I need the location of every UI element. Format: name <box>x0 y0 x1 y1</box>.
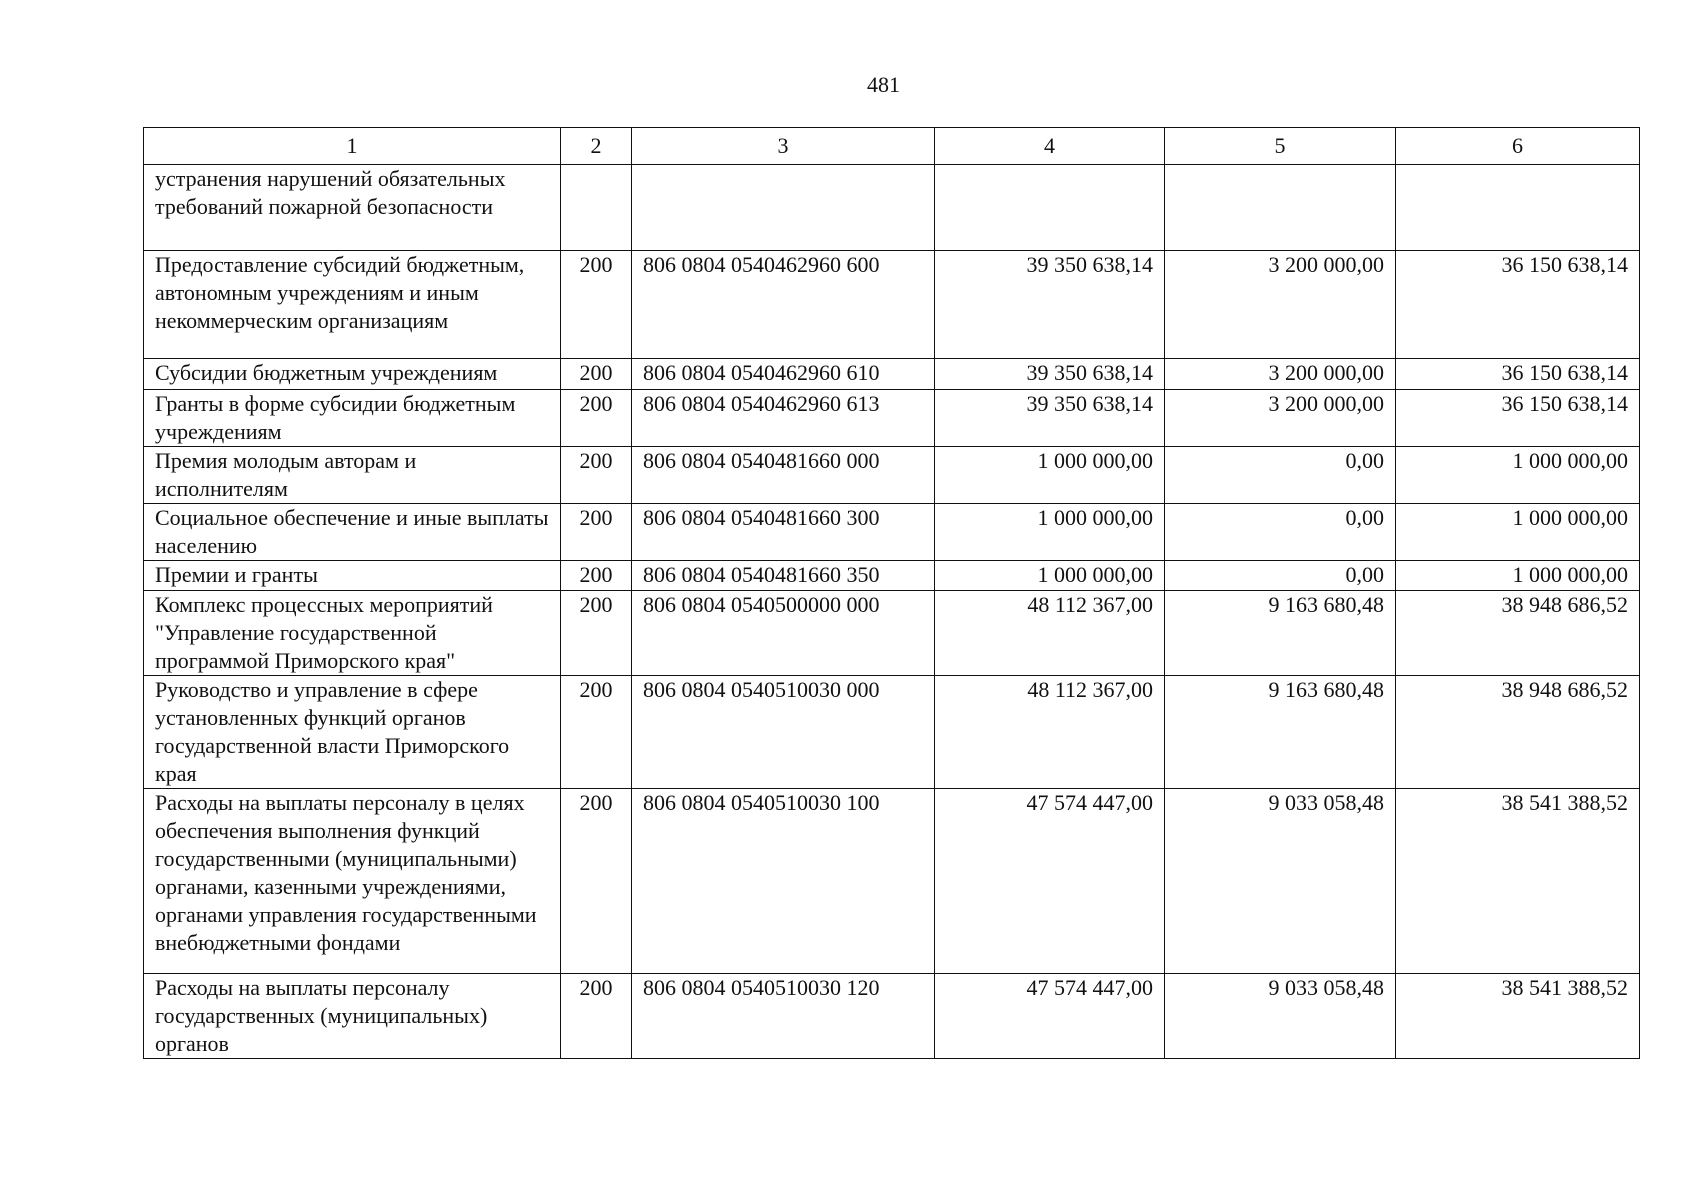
row-value-col6: 1 000 000,00 <box>1396 447 1640 504</box>
table-body <box>144 165 1640 1059</box>
row-name-cell: Комплекс процессных мероприятий "Управление государственной программой Приморского края" <box>144 591 561 676</box>
row-code-cell: 806 0804 0540510030 120 <box>632 974 935 1059</box>
row-col2-cell: 200 <box>561 251 632 359</box>
row-code-cell: 806 0804 0540481660 000 <box>632 447 935 504</box>
row-value-col4: 48 112 367,00 <box>935 591 1165 676</box>
row-value-col5: 0,00 <box>1165 561 1396 591</box>
row-value-col5: 3 200 000,00 <box>1165 359 1396 390</box>
row-value-col6 <box>1396 165 1640 251</box>
row-value-col5: 3 200 000,00 <box>1165 251 1396 359</box>
row-name-cell: Предоставление субсидий бюджетным, автономным учреждениям и иным некоммерческим организациям <box>144 251 561 359</box>
row-code-cell: 806 0804 0540500000 000 <box>632 591 935 676</box>
row-col2-cell: 200 <box>561 504 632 561</box>
row-value-col6: 1 000 000,00 <box>1396 504 1640 561</box>
row-value-col4: 39 350 638,14 <box>935 359 1165 390</box>
row-value-col4: 48 112 367,00 <box>935 676 1165 789</box>
row-value-col6: 38 948 686,52 <box>1396 676 1640 789</box>
row-col2-cell: 200 <box>561 390 632 447</box>
row-name-cell: Руководство и управление в сфере установленных функций органов государственной власти Приморского края <box>144 676 561 789</box>
budget-table <box>143 127 1640 1059</box>
row-value-col4 <box>935 165 1165 251</box>
row-name-cell: Расходы на выплаты персоналу государственных (муниципальных) органов <box>144 974 561 1059</box>
row-name-cell: Расходы на выплаты персоналу в целях обеспечения выполнения функций государственными (муниципальными) органами, казенными учреждениями, органами управления государственными внебюджетными фондами <box>144 789 561 974</box>
row-value-col4: 1 000 000,00 <box>935 561 1165 591</box>
row-value-col4: 39 350 638,14 <box>935 251 1165 359</box>
table-row <box>144 561 1640 591</box>
header-row <box>144 128 1640 165</box>
row-code-cell: 806 0804 0540481660 350 <box>632 561 935 591</box>
column-header: 2 <box>561 128 632 165</box>
row-name-cell: Социальное обеспечение и иные выплаты населению <box>144 504 561 561</box>
row-code-cell: 806 0804 0540510030 000 <box>632 676 935 789</box>
row-value-col6: 36 150 638,14 <box>1396 390 1640 447</box>
row-name-cell: Премия молодым авторам и исполнителям <box>144 447 561 504</box>
row-col2-cell: 200 <box>561 561 632 591</box>
row-col2-cell: 200 <box>561 789 632 974</box>
row-value-col6: 38 541 388,52 <box>1396 789 1640 974</box>
row-value-col5 <box>1165 165 1396 251</box>
row-code-cell <box>632 165 935 251</box>
row-col2-cell: 200 <box>561 676 632 789</box>
row-name-cell: устранения нарушений обязательных требований пожарной безопасности <box>144 165 561 251</box>
row-value-col5: 3 200 000,00 <box>1165 390 1396 447</box>
row-value-col6: 38 541 388,52 <box>1396 974 1640 1059</box>
row-value-col4: 1 000 000,00 <box>935 447 1165 504</box>
row-value-col6: 36 150 638,14 <box>1396 251 1640 359</box>
table-row <box>144 359 1640 390</box>
table-row <box>144 251 1640 359</box>
row-value-col4: 1 000 000,00 <box>935 504 1165 561</box>
row-col2-cell: 200 <box>561 974 632 1059</box>
row-value-col4: 39 350 638,14 <box>935 390 1165 447</box>
table-row <box>144 165 1640 251</box>
row-value-col5: 9 033 058,48 <box>1165 974 1396 1059</box>
row-code-cell: 806 0804 0540462960 613 <box>632 390 935 447</box>
row-value-col5: 9 163 680,48 <box>1165 676 1396 789</box>
row-value-col5: 0,00 <box>1165 504 1396 561</box>
row-col2-cell: 200 <box>561 447 632 504</box>
row-col2-cell <box>561 165 632 251</box>
column-header: 5 <box>1165 128 1396 165</box>
page-number: 481 <box>867 72 900 97</box>
row-value-col6: 1 000 000,00 <box>1396 561 1640 591</box>
row-code-cell: 806 0804 0540462960 600 <box>632 251 935 359</box>
row-col2-cell: 200 <box>561 591 632 676</box>
table-header <box>144 128 1640 165</box>
column-header: 3 <box>632 128 935 165</box>
row-value-col5: 9 163 680,48 <box>1165 591 1396 676</box>
row-name-cell: Субсидии бюджетным учреждениям <box>144 359 561 390</box>
table-row <box>144 974 1640 1059</box>
column-header: 1 <box>144 128 561 165</box>
row-value-col4: 47 574 447,00 <box>935 974 1165 1059</box>
row-name-cell: Премии и гранты <box>144 561 561 591</box>
column-header: 6 <box>1396 128 1640 165</box>
row-code-cell: 806 0804 0540510030 100 <box>632 789 935 974</box>
table-row <box>144 591 1640 676</box>
row-code-cell: 806 0804 0540481660 300 <box>632 504 935 561</box>
row-value-col5: 0,00 <box>1165 447 1396 504</box>
row-value-col5: 9 033 058,48 <box>1165 789 1396 974</box>
column-header: 4 <box>935 128 1165 165</box>
table-row <box>144 390 1640 447</box>
row-col2-cell: 200 <box>561 359 632 390</box>
table-row <box>144 789 1640 974</box>
row-value-col6: 38 948 686,52 <box>1396 591 1640 676</box>
table-row <box>144 447 1640 504</box>
row-name-cell: Гранты в форме субсидии бюджетным учреждениям <box>144 390 561 447</box>
table-row <box>144 676 1640 789</box>
row-value-col6: 36 150 638,14 <box>1396 359 1640 390</box>
row-value-col4: 47 574 447,00 <box>935 789 1165 974</box>
row-code-cell: 806 0804 0540462960 610 <box>632 359 935 390</box>
table-row <box>144 504 1640 561</box>
